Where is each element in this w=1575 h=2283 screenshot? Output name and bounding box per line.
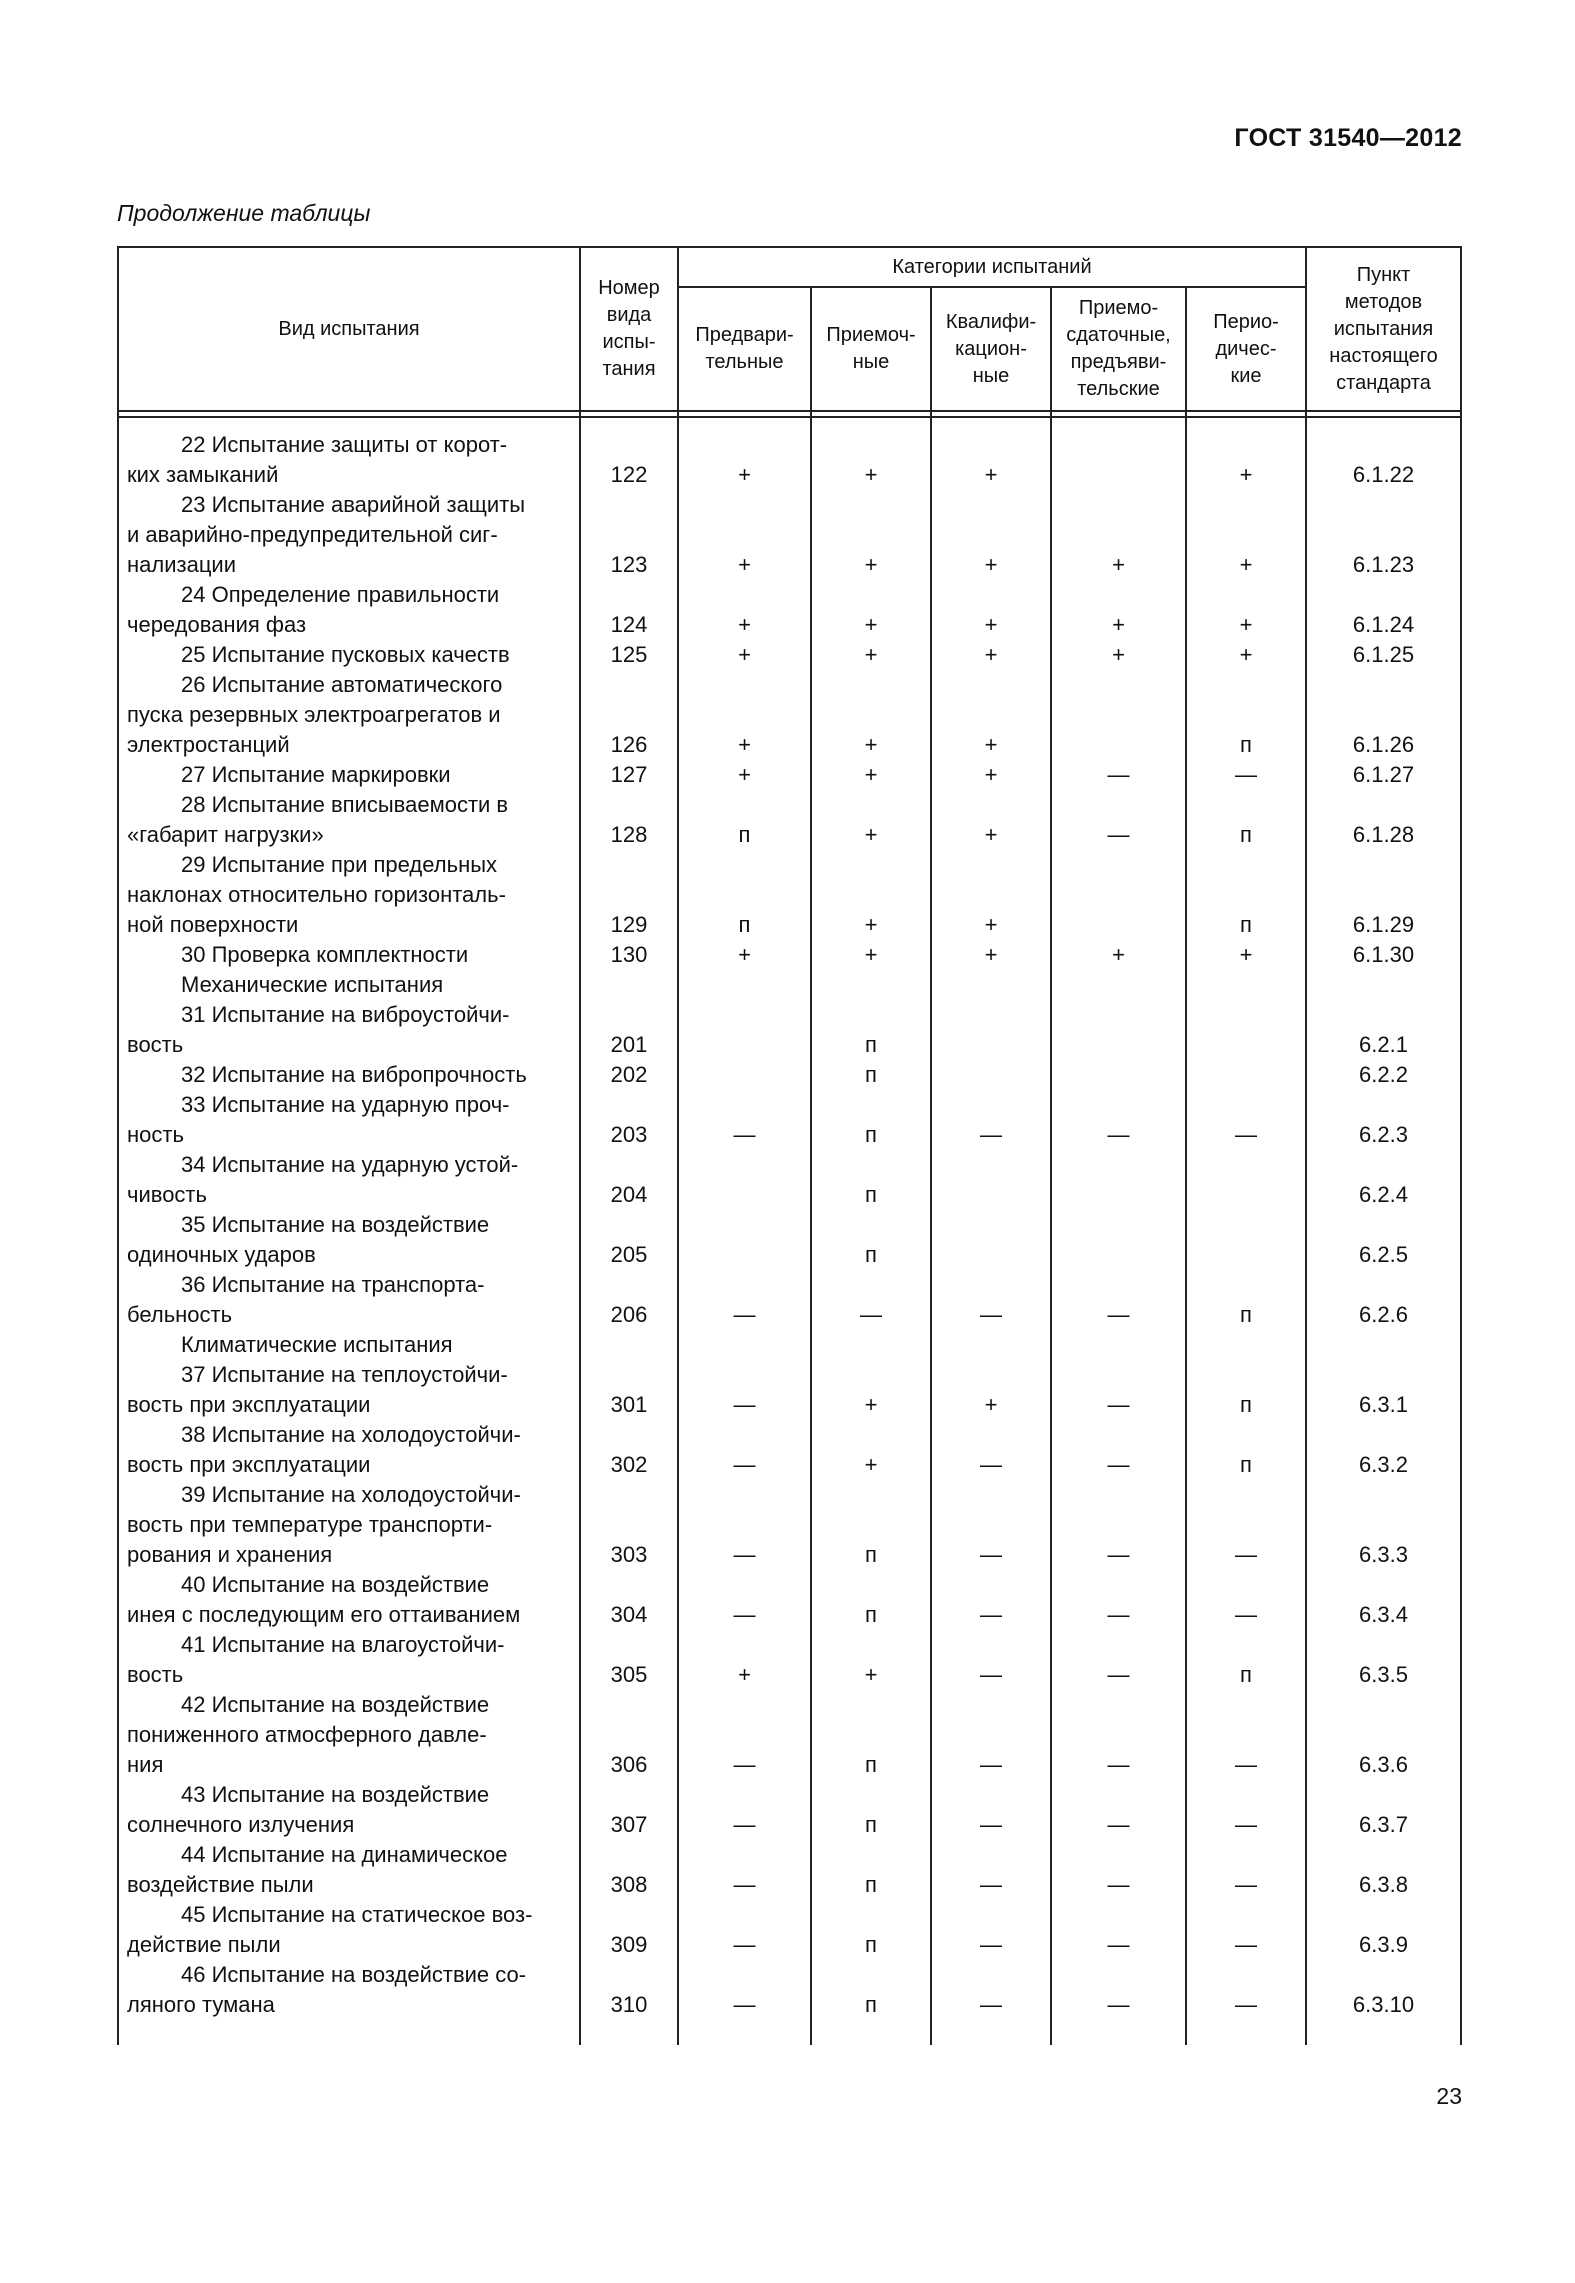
cell-qualification: —	[980, 1302, 1002, 1327]
cell-qualification: —	[980, 1452, 1002, 1477]
cell-test-number: 125	[610, 642, 648, 667]
test-name-line: 36 Испытание на транспорта-	[181, 1272, 485, 1297]
test-name-line: 38 Испытание на холодоустойчи-	[181, 1422, 521, 1447]
header-periodic: Перио- дичес- кие	[1213, 310, 1279, 387]
test-name-line: электростанций	[127, 732, 290, 757]
cell-preliminary: +	[738, 1662, 751, 1687]
cell-qualification: —	[980, 1662, 1002, 1687]
test-name-line: наклонах относительно горизонталь-	[127, 882, 506, 907]
test-name-line: пуска резервных электроагрегатов и	[127, 702, 501, 727]
cell-clause: 6.3.9	[1359, 1932, 1408, 1957]
test-name-line: действие пыли	[127, 1932, 281, 1957]
cell-clause: 6.3.8	[1359, 1872, 1408, 1897]
cell-clause: 6.3.10	[1352, 1992, 1415, 2017]
cell-periodic: п	[1240, 1452, 1252, 1477]
cell-test-number: 202	[610, 1062, 648, 1087]
cell-preliminary: —	[733, 1302, 756, 1327]
cell-clause: 6.1.25	[1352, 642, 1415, 667]
test-name-line: вость при эксплуатации	[127, 1392, 371, 1417]
cell-acceptance: п	[865, 1872, 877, 1897]
cell-delivery	[1052, 730, 1185, 760]
cell-preliminary: —	[733, 1812, 756, 1837]
cell-acceptance: п	[865, 1122, 877, 1147]
cell-periodic: —	[1235, 1992, 1257, 2017]
cell-test-number: 309	[610, 1932, 648, 1957]
cell-periodic: —	[1235, 762, 1257, 787]
cell-acceptance: п	[865, 1242, 877, 1267]
cell-qualification: +	[984, 822, 998, 847]
table-row	[117, 580, 1462, 640]
table-row	[117, 1000, 1462, 1060]
cell-periodic: +	[1239, 462, 1253, 487]
cell-preliminary: —	[733, 1392, 756, 1417]
header-test-number: Номер вида испы- тания	[598, 277, 660, 380]
cell-qualification: —	[980, 1872, 1002, 1897]
test-name-line: 39 Испытание на холодоустойчи-	[181, 1482, 521, 1507]
cell-qualification	[932, 1030, 1050, 1060]
cell-test-number: 310	[610, 1992, 648, 2017]
cell-clause: 6.1.24	[1352, 612, 1415, 637]
cell-preliminary	[679, 1060, 810, 1090]
table-row	[117, 1570, 1462, 1630]
cell-clause: 6.2.6	[1359, 1302, 1408, 1327]
cell-delivery: —	[1107, 1302, 1130, 1327]
table-row	[117, 1780, 1462, 1840]
cell-clause: 6.2.3	[1359, 1122, 1408, 1147]
cell-periodic: —	[1235, 1122, 1257, 1147]
test-name-line: 27 Испытание маркировки	[181, 762, 451, 787]
cell-clause: 6.3.5	[1359, 1662, 1408, 1687]
cell-delivery	[1052, 1060, 1185, 1090]
test-name-line: 32 Испытание на вибропрочность	[181, 1062, 527, 1087]
cell-preliminary: п	[738, 822, 751, 847]
test-name-line: воздействие пыли	[127, 1872, 314, 1897]
cell-periodic	[1187, 1060, 1305, 1090]
cell-delivery: —	[1107, 1392, 1130, 1417]
section-heading	[127, 1330, 683, 1360]
cell-delivery: —	[1107, 1752, 1130, 1777]
cell-qualification: +	[984, 552, 998, 577]
test-name-line: 42 Испытание на воздействие	[181, 1692, 490, 1717]
cell-delivery: —	[1107, 762, 1130, 787]
cell-qualification: +	[984, 762, 998, 787]
cell-acceptance: —	[860, 1302, 882, 1327]
header-delivery: Приемо- сдаточные, предъяви- тельские	[1066, 297, 1171, 400]
header-divider	[117, 416, 1462, 418]
cell-acceptance: +	[864, 1392, 878, 1417]
test-name-line: 31 Испытание на виброустойчи-	[181, 1002, 510, 1027]
cell-qualification: —	[980, 1122, 1002, 1147]
test-name-line: 26 Испытание автоматического	[181, 672, 503, 697]
test-name-line: 45 Испытание на статическое воз-	[181, 1902, 533, 1927]
test-name-line: 43 Испытание на воздействие	[181, 1782, 490, 1807]
test-name-line: инея с последующим его оттаиванием	[127, 1602, 521, 1627]
cell-acceptance: п	[865, 1032, 877, 1057]
cell-test-number: 302	[610, 1452, 648, 1477]
cell-acceptance: +	[864, 912, 878, 937]
cell-periodic: п	[1240, 732, 1252, 757]
cell-preliminary: +	[738, 612, 751, 637]
cell-preliminary: п	[738, 912, 751, 937]
table-row	[117, 1270, 1462, 1330]
header-test-type: Вид испытания	[278, 317, 420, 340]
table-row	[117, 850, 1462, 940]
cell-preliminary: —	[733, 1992, 756, 2017]
cell-periodic: +	[1239, 942, 1253, 967]
cell-clause: 6.3.4	[1359, 1602, 1408, 1627]
test-name-line: 29 Испытание при предельных	[181, 852, 498, 877]
cell-test-number: 204	[610, 1182, 648, 1207]
cell-preliminary: +	[738, 762, 751, 787]
cell-qualification: —	[980, 1812, 1002, 1837]
cell-acceptance: +	[864, 942, 878, 967]
cell-test-number: 303	[610, 1542, 648, 1567]
test-name-line: 41 Испытание на влагоустойчи-	[181, 1632, 505, 1657]
cell-delivery: —	[1107, 1932, 1130, 1957]
test-name-line: вость	[127, 1662, 184, 1687]
cell-clause: 6.1.23	[1352, 552, 1415, 577]
test-name-line: и аварийно-предупредительной сиг-	[127, 522, 498, 547]
cell-delivery	[1052, 910, 1185, 940]
cell-qualification: —	[980, 1542, 1002, 1567]
test-name-line: «габарит нагрузки»	[127, 822, 324, 847]
cell-clause: 6.1.27	[1352, 762, 1415, 787]
cell-clause: 6.3.1	[1359, 1392, 1408, 1417]
test-name-line: Климатические испытания	[181, 1332, 453, 1357]
cell-delivery: +	[1112, 642, 1125, 667]
cell-test-number: 124	[610, 612, 648, 637]
cell-periodic: —	[1235, 1872, 1257, 1897]
cell-preliminary: +	[738, 642, 751, 667]
cell-test-number: 129	[610, 912, 648, 937]
cell-delivery: —	[1107, 1542, 1130, 1567]
table-row	[117, 790, 1462, 850]
cell-acceptance: п	[865, 1062, 877, 1087]
cell-delivery: —	[1107, 1662, 1130, 1687]
cell-acceptance: +	[864, 552, 878, 577]
cell-periodic: —	[1235, 1602, 1257, 1627]
cell-periodic: —	[1235, 1812, 1257, 1837]
cell-clause: 6.3.3	[1359, 1542, 1408, 1567]
cell-test-number: 122	[610, 462, 648, 487]
cell-periodic: +	[1239, 642, 1253, 667]
cell-periodic: п	[1240, 1392, 1252, 1417]
cell-test-number: 128	[610, 822, 648, 847]
test-name-line: 23 Испытание аварийной защиты	[181, 492, 526, 517]
cell-clause: 6.3.2	[1359, 1452, 1408, 1477]
cell-acceptance: +	[864, 642, 878, 667]
test-name-line: 22 Испытание защиты от корот-	[181, 432, 508, 457]
cell-test-number: 127	[610, 762, 648, 787]
cell-acceptance: п	[865, 1812, 877, 1837]
cell-qualification: +	[984, 912, 998, 937]
test-name-line: 46 Испытание на воздействие со-	[181, 1962, 527, 1987]
cell-clause: 6.2.1	[1359, 1032, 1408, 1057]
cell-preliminary: —	[733, 1542, 756, 1567]
cell-acceptance: п	[865, 1542, 877, 1567]
table-row	[117, 1360, 1462, 1420]
table-row	[117, 940, 1462, 970]
cell-test-number: 307	[610, 1812, 648, 1837]
test-name-line: чивость	[127, 1182, 207, 1207]
test-name-line: 33 Испытание на ударную проч-	[181, 1092, 510, 1117]
section-heading-row	[117, 1330, 1462, 1360]
cell-delivery: +	[1112, 612, 1125, 637]
table-row	[117, 1090, 1462, 1150]
test-name-line: вость	[127, 1032, 184, 1057]
table-row	[117, 760, 1462, 790]
cell-clause: 6.3.7	[1359, 1812, 1408, 1837]
test-name-line: ния	[127, 1752, 164, 1777]
cell-periodic: +	[1239, 552, 1253, 577]
cell-delivery: —	[1107, 1452, 1130, 1477]
test-name-line: 28 Испытание вписываемости в	[181, 792, 509, 817]
cell-periodic	[1187, 1030, 1305, 1060]
table-row	[117, 1480, 1462, 1570]
header-acceptance: Приемоч- ные	[826, 324, 916, 373]
cell-preliminary: +	[738, 942, 751, 967]
table-row	[117, 640, 1462, 670]
cell-acceptance: +	[864, 762, 878, 787]
test-name-line: 24 Определение правильности	[181, 582, 500, 607]
table-row	[117, 1690, 1462, 1780]
cell-clause: 6.2.5	[1359, 1242, 1408, 1267]
cell-preliminary: —	[733, 1932, 756, 1957]
cell-delivery: +	[1112, 552, 1125, 577]
test-name-line: 35 Испытание на воздействие	[181, 1212, 490, 1237]
cell-qualification	[932, 1060, 1050, 1090]
header-preliminary: Предвари- тельные	[695, 324, 794, 373]
cell-preliminary: —	[733, 1602, 756, 1627]
cell-test-number: 304	[610, 1602, 648, 1627]
cell-clause: 6.1.22	[1352, 462, 1415, 487]
cell-qualification: —	[980, 1932, 1002, 1957]
cell-periodic: —	[1235, 1752, 1257, 1777]
header-clause: Пункт методов испытания настоящего стандарта	[1329, 263, 1438, 394]
table-row	[117, 430, 1462, 490]
table-caption: Продолжение таблицы	[117, 200, 371, 226]
table-row	[117, 1630, 1462, 1690]
table-row	[117, 1900, 1462, 1960]
cell-qualification: —	[980, 1602, 1002, 1627]
cell-acceptance: п	[865, 1182, 877, 1207]
cell-acceptance: +	[864, 1452, 878, 1477]
cell-test-number: 201	[610, 1032, 648, 1057]
cell-test-number: 306	[610, 1752, 648, 1777]
test-name-line: ляного тумана	[127, 1992, 275, 2017]
cell-acceptance: п	[865, 1992, 877, 2017]
test-name-line: 25 Испытание пусковых качеств	[181, 642, 510, 667]
cell-clause: 6.3.6	[1359, 1752, 1408, 1777]
test-name-line: вость при эксплуатации	[127, 1452, 371, 1477]
test-name-line: 37 Испытание на теплоустойчи-	[181, 1362, 508, 1387]
table-row	[117, 1060, 1462, 1090]
cell-preliminary: —	[733, 1122, 756, 1147]
cell-test-number: 301	[610, 1392, 648, 1417]
cell-preliminary: —	[733, 1452, 756, 1477]
cell-acceptance: п	[865, 1602, 877, 1627]
cell-periodic: п	[1240, 912, 1252, 937]
cell-clause: 6.1.26	[1352, 732, 1415, 757]
cell-acceptance: +	[864, 462, 878, 487]
cell-clause: 6.2.4	[1359, 1182, 1408, 1207]
cell-delivery: —	[1107, 822, 1130, 847]
cell-preliminary: —	[733, 1752, 756, 1777]
test-name-line: 30 Проверка комплектности	[181, 942, 469, 967]
cell-acceptance: +	[864, 732, 878, 757]
cell-delivery: —	[1107, 1812, 1130, 1837]
section-heading-row	[117, 970, 1462, 1000]
table-row	[117, 670, 1462, 760]
test-name-line: вость при температуре транспорти-	[127, 1512, 493, 1537]
header-divider	[117, 410, 1462, 412]
test-name-line: нализации	[127, 552, 237, 577]
test-name-line: рования и хранения	[127, 1542, 333, 1567]
cell-clause: 6.1.30	[1352, 942, 1415, 967]
table-row	[117, 1840, 1462, 1900]
cell-delivery: —	[1107, 1992, 1130, 2017]
cell-acceptance: +	[864, 612, 878, 637]
cell-delivery: +	[1112, 942, 1125, 967]
cell-preliminary: +	[738, 552, 751, 577]
cell-qualification: +	[984, 612, 998, 637]
section-heading	[127, 970, 683, 1000]
cell-periodic: п	[1240, 822, 1252, 847]
cell-test-number: 126	[610, 732, 648, 757]
cell-qualification: +	[984, 942, 998, 967]
cell-preliminary	[679, 1180, 810, 1210]
cell-delivery: —	[1107, 1872, 1130, 1897]
cell-qualification	[932, 1240, 1050, 1270]
cell-preliminary: +	[738, 462, 751, 487]
table-row	[117, 490, 1462, 580]
cell-test-number: 308	[610, 1872, 648, 1897]
test-name-line: 34 Испытание на ударную устой-	[181, 1152, 519, 1177]
cell-periodic: —	[1235, 1932, 1257, 1957]
cell-clause: 6.1.29	[1352, 912, 1415, 937]
table-row	[117, 1960, 1462, 2020]
cell-preliminary	[679, 1030, 810, 1060]
cell-test-number: 123	[610, 552, 648, 577]
cell-clause: 6.1.28	[1352, 822, 1415, 847]
cell-delivery: —	[1107, 1122, 1130, 1147]
test-name-line: ность	[127, 1122, 184, 1147]
page-number: 23	[1436, 2083, 1462, 2109]
test-name-line: одиночных ударов	[127, 1242, 316, 1267]
cell-delivery	[1052, 460, 1185, 490]
cell-acceptance: +	[864, 1662, 878, 1687]
cell-acceptance: п	[865, 1932, 877, 1957]
cell-periodic	[1187, 1240, 1305, 1270]
cell-test-number: 203	[610, 1122, 648, 1147]
table-row	[117, 1420, 1462, 1480]
cell-periodic: —	[1235, 1542, 1257, 1567]
cell-qualification: +	[984, 1392, 998, 1417]
cell-delivery	[1052, 1240, 1185, 1270]
cell-test-number: 305	[610, 1662, 648, 1687]
cell-qualification: +	[984, 462, 998, 487]
cell-preliminary: +	[738, 732, 751, 757]
cell-delivery	[1052, 1030, 1185, 1060]
table-row	[117, 1150, 1462, 1210]
cell-qualification: +	[984, 732, 998, 757]
cell-qualification: —	[980, 1992, 1002, 2017]
test-name-line: чередования фаз	[127, 612, 307, 637]
table-row	[117, 1210, 1462, 1270]
cell-preliminary	[679, 1240, 810, 1270]
cell-delivery	[1052, 1180, 1185, 1210]
cell-delivery: —	[1107, 1602, 1130, 1627]
cell-test-number: 206	[610, 1302, 648, 1327]
cell-acceptance: +	[864, 822, 878, 847]
test-name-line: 40 Испытание на воздействие	[181, 1572, 490, 1597]
cell-qualification	[932, 1180, 1050, 1210]
header-qualification: Квалифи- кацион- ные	[945, 310, 1037, 387]
test-name-line: пониженного атмосферного давле-	[127, 1722, 487, 1747]
header-categories: Категории испытаний	[892, 255, 1092, 278]
cell-test-number: 130	[610, 942, 648, 967]
test-name-line: 44 Испытание на динамическое	[181, 1842, 508, 1867]
test-name-line: ких замыканий	[127, 462, 279, 487]
cell-qualification: —	[980, 1752, 1002, 1777]
cell-acceptance: п	[865, 1752, 877, 1777]
document-header: ГОСТ 31540—2012	[1234, 124, 1462, 152]
tests-table	[117, 246, 1462, 2045]
cell-periodic	[1187, 1180, 1305, 1210]
test-name-line: ной поверхности	[127, 912, 299, 937]
cell-qualification: +	[984, 642, 998, 667]
cell-test-number: 205	[610, 1242, 648, 1267]
test-name-line: Механические испытания	[181, 972, 444, 997]
test-name-line: солнечного излучения	[127, 1812, 355, 1837]
cell-preliminary: —	[733, 1872, 756, 1897]
test-name-line: бельность	[127, 1302, 233, 1327]
cell-periodic: п	[1240, 1302, 1252, 1327]
cell-periodic: +	[1239, 612, 1253, 637]
cell-periodic: п	[1240, 1662, 1252, 1687]
cell-clause: 6.2.2	[1359, 1062, 1408, 1087]
